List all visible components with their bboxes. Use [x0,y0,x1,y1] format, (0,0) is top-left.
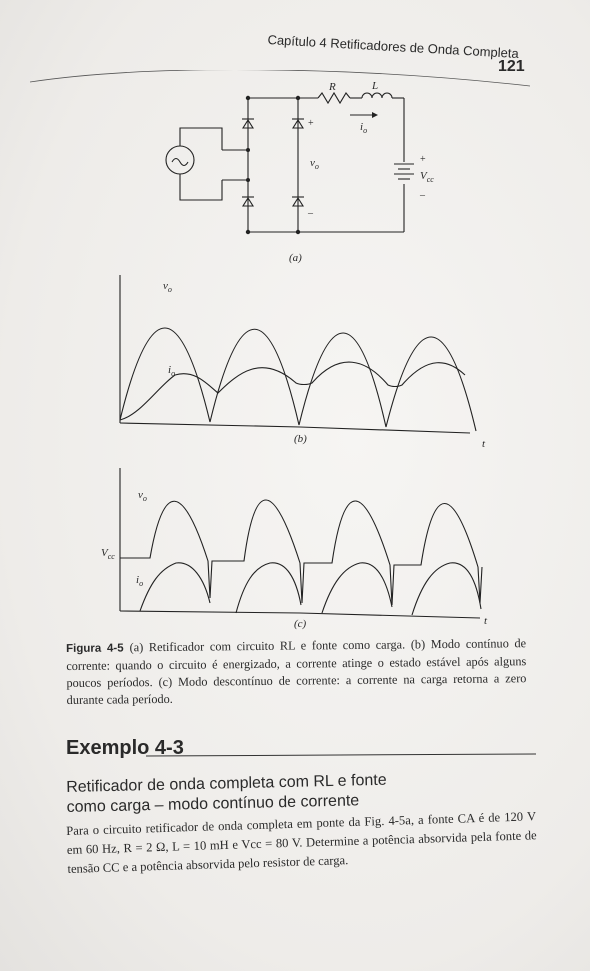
caption-label: Figura 4-5 [66,642,124,655]
label-vo: $v_o$ [310,157,319,171]
label-io-b: $i_o$ [168,364,176,378]
label-t-c: t [484,615,488,627]
resistor-symbol [318,93,350,103]
page-number: 121 [498,58,525,75]
curve-vo-c [120,500,482,605]
label-vcc: $V_{cc}$ [420,170,434,184]
label-vcc-c: $V_{cc}$ [101,547,115,561]
label-a: (a) [289,252,302,264]
label-io-c: $i_o$ [136,574,144,588]
plus-vo: + [308,118,314,129]
figure-caption [66,635,527,709]
axis-t-c [120,611,480,618]
minus-vo: – [308,208,313,219]
example-subtitle: Retificador de onda completa com RL e fonte como carga – modo contínuo de corrente [66,771,387,816]
axis-t-b [120,423,470,433]
example-title: Exemplo 4-3 [66,737,184,759]
curve-vo-b [120,328,476,431]
curve-io-c [140,563,481,615]
plus-vcc: + [420,154,426,165]
label-b: (b) [294,433,307,445]
minus-vcc: – [420,190,425,201]
label-io: $i_o$ [360,121,368,135]
label-L: L [372,80,379,92]
caption-text: (a) Retificador com circuito RL e fonte como carga. (b) Modo contínuo de corrente: quando o circuito é energizado, a corrente atinge o estado estável após alguns poucos períodos. (c) Modo descontínuo de corrente: a corrente na carga retorna a zero durante cada período. [66,636,527,707]
label-vo-c: $v_o$ [138,489,147,503]
waveform-discontinuous [0,463,590,633]
example-rule [66,750,536,760]
label-t-b: t [482,438,486,450]
inductor-symbol [362,93,392,98]
example-body: Para o circuito retificador de onda completa em ponte da Fig. 4-5a, a fonte CA é de 120 V em 60 Hz, R = 2 Ω, L = 10 mH e Vcc = 80 V. Determine a potência absorvida pela fonte de tensão CC e a potência absorvida pelo resistor de carga. [66,809,537,876]
ac-source-symbol [166,146,194,174]
label-c: (c) [294,618,307,630]
running-head: Capítulo 4 Retificadores de Onda Completa [267,32,520,62]
label-R: R [329,81,336,93]
label-vo-b: $v_o$ [163,280,172,294]
waveform-continuous [0,265,590,465]
